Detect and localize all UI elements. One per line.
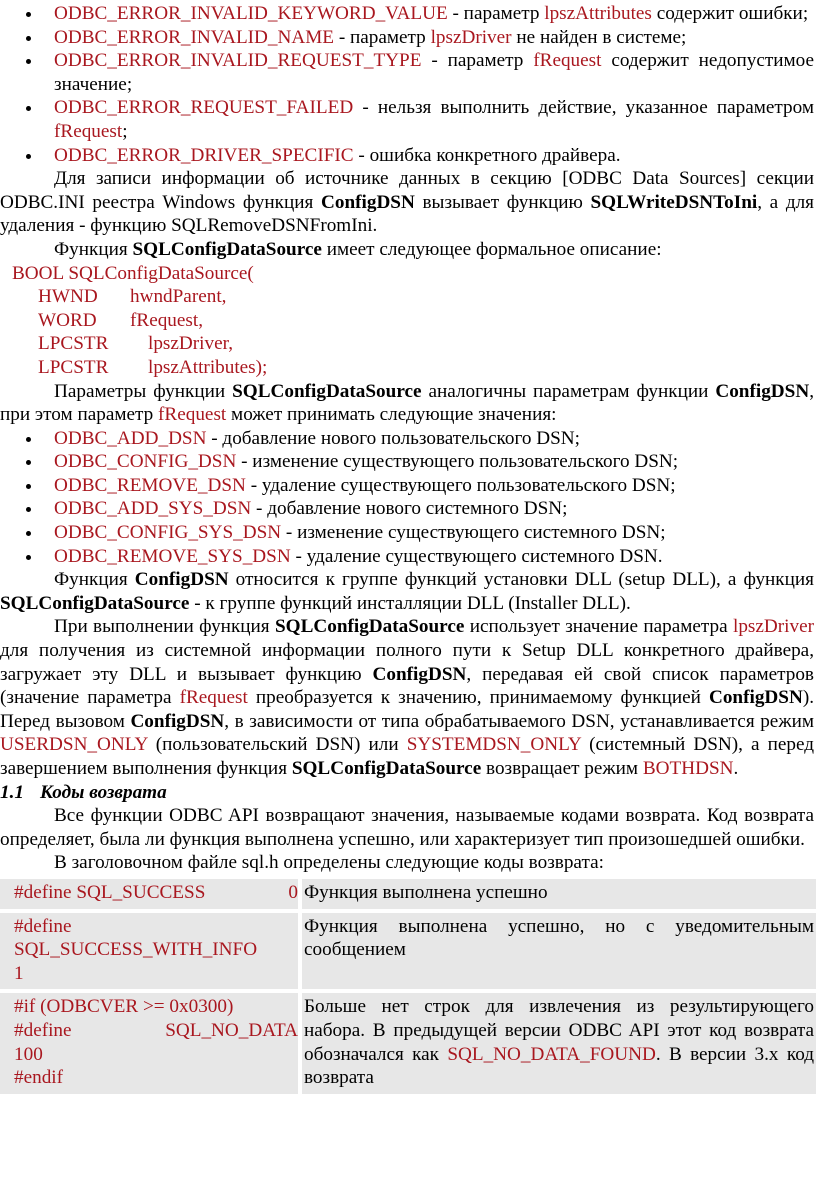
table-row <box>0 879 816 911</box>
bullet-icon <box>26 12 31 17</box>
paragraph: Функция SQLConfigDataSource имеет следующее формальное описание: <box>54 238 662 260</box>
paragraph: Параметры функции SQLConfigDataSource аналогичны параметрам функции ConfigDSN, при этом параметр fRequest может принимать следующие значения: <box>0 380 814 426</box>
signature-param: LPCSTR lpszDriver, <box>38 333 234 355</box>
bullet-icon <box>26 437 31 442</box>
bullet-icon <box>26 531 31 536</box>
list-item: ODBC_ERROR_INVALID_REQUEST_TYPE - параметр fRequest содержит недопустимое значение; <box>0 49 816 96</box>
bullet-icon <box>26 484 31 489</box>
list-item: ODBC_REMOVE_DSN - удаление существующего пользовательского DSN; <box>0 474 816 498</box>
list-item: ODBC_ERROR_DRIVER_SPECIFIC - ошибка конкретного драйвера. <box>0 144 816 168</box>
signature-param: LPCSTR lpszAttributes); <box>38 356 268 378</box>
bullet-icon <box>26 460 31 465</box>
bullet-icon <box>26 36 31 41</box>
signature-head: BOOL SQLConfigDataSource( <box>12 262 254 284</box>
table-cell: #define SQL_SUCCESS 0 <box>0 879 300 911</box>
bullet-icon <box>26 507 31 512</box>
signature-param: WORD fRequest, <box>38 309 204 331</box>
function-signature <box>0 262 816 380</box>
list-item: ODBC_ADD_DSN - добавление нового пользовательского DSN; <box>0 427 816 451</box>
bullet-icon <box>26 106 31 111</box>
list-item: ODBC_CONFIG_DSN - изменение существующего пользовательского DSN; <box>0 450 816 474</box>
table-cell: #if (ODBCVER >= 0x0300) #define SQL_NO_DATA 100 #endif <box>0 991 300 1095</box>
error-codes-list <box>0 2 816 167</box>
section-heading: 1.1 Коды возврата <box>0 781 167 803</box>
paragraph: В заголовочном файле sql.h определены следующие коды возврата: <box>54 852 604 874</box>
list-item: ODBC_ERROR_INVALID_NAME - параметр lpszDriver не найден в системе; <box>0 26 816 50</box>
bullet-icon <box>26 154 31 159</box>
bullet-icon <box>26 555 31 560</box>
request-values-list <box>0 427 816 569</box>
list-item: ODBC_CONFIG_SYS_DSN - изменение существующего системного DSN; <box>0 521 816 545</box>
paragraph: Все функции ODBC API возвращают значения, называемые кодами возврата. Код возврата определяет, была ли функция выполнена успешно, или характеризует тип произошедшей ошибки. <box>0 805 814 850</box>
table-cell: Больше нет строк для извлечения из результирующего набора. В предыдущей версии ODBC API этот код возврата обозначался как SQL_NO_DATA_FOUND. В версии 3.x код возврата <box>300 991 816 1095</box>
paragraph: При выполнении функция SQLConfigDataSource использует значение параметра lpszDriver для получения из системной информации полного пути к Setup DLL конкретного драйвера, загружает эту DLL и вызывает функцию ConfigDSN, передавая ей свой список параметров (значение параметра fRequest преобразуется к значению, принимаемому функцией ConfigDSN). Перед вызовом ConfigDSN, в зависимости от типа обрабатываемого DSN, устанавливается режим USERDSN_ONLY (пользовательский DSN) или SYSTEMDSN_ONLY (системный DSN), а перед завершением выполнения функция SQLConfigDataSource возвращает режим BOTHDSN. <box>0 616 815 779</box>
table-cell: #define SQL_SUCCESS_WITH_INFO 1 <box>0 911 300 992</box>
table-cell: Функция выполнена успешно, но с уведомительным сообщением <box>300 911 816 992</box>
list-item: ODBC_ERROR_REQUEST_FAILED - нельзя выполнить действие, указанное параметром fRequest; <box>0 96 816 143</box>
paragraph: Функция ConfigDSN относится к группе функций установки DLL (setup DLL), а функция SQLConfigDataSource - к группе функций инсталляции DLL (Installer DLL). <box>0 569 814 614</box>
return-codes-table <box>0 879 816 1098</box>
bullet-icon <box>26 59 31 64</box>
table-row <box>0 911 816 992</box>
paragraph: Для записи информации об источнике данных в секцию [ODBC Data Sources] секции ODBC.INI реестра Windows функция ConfigDSN вызывает функцию SQLWriteDSNToIni, а для удаления - функцию SQLRemoveDSNFromIni. <box>0 168 814 237</box>
table-cell: Функция выполнена успешно <box>300 879 816 911</box>
list-item: ODBC_ADD_SYS_DSN - добавление нового системного DSN; <box>0 497 816 521</box>
signature-param: HWND hwndParent, <box>38 286 227 308</box>
list-item: ODBC_REMOVE_SYS_DSN - удаление существующего системного DSN. <box>0 545 816 569</box>
table-row <box>0 991 816 1095</box>
list-item: ODBC_ERROR_INVALID_KEYWORD_VALUE - параметр lpszAttributes содержит ошибки; <box>0 2 816 26</box>
